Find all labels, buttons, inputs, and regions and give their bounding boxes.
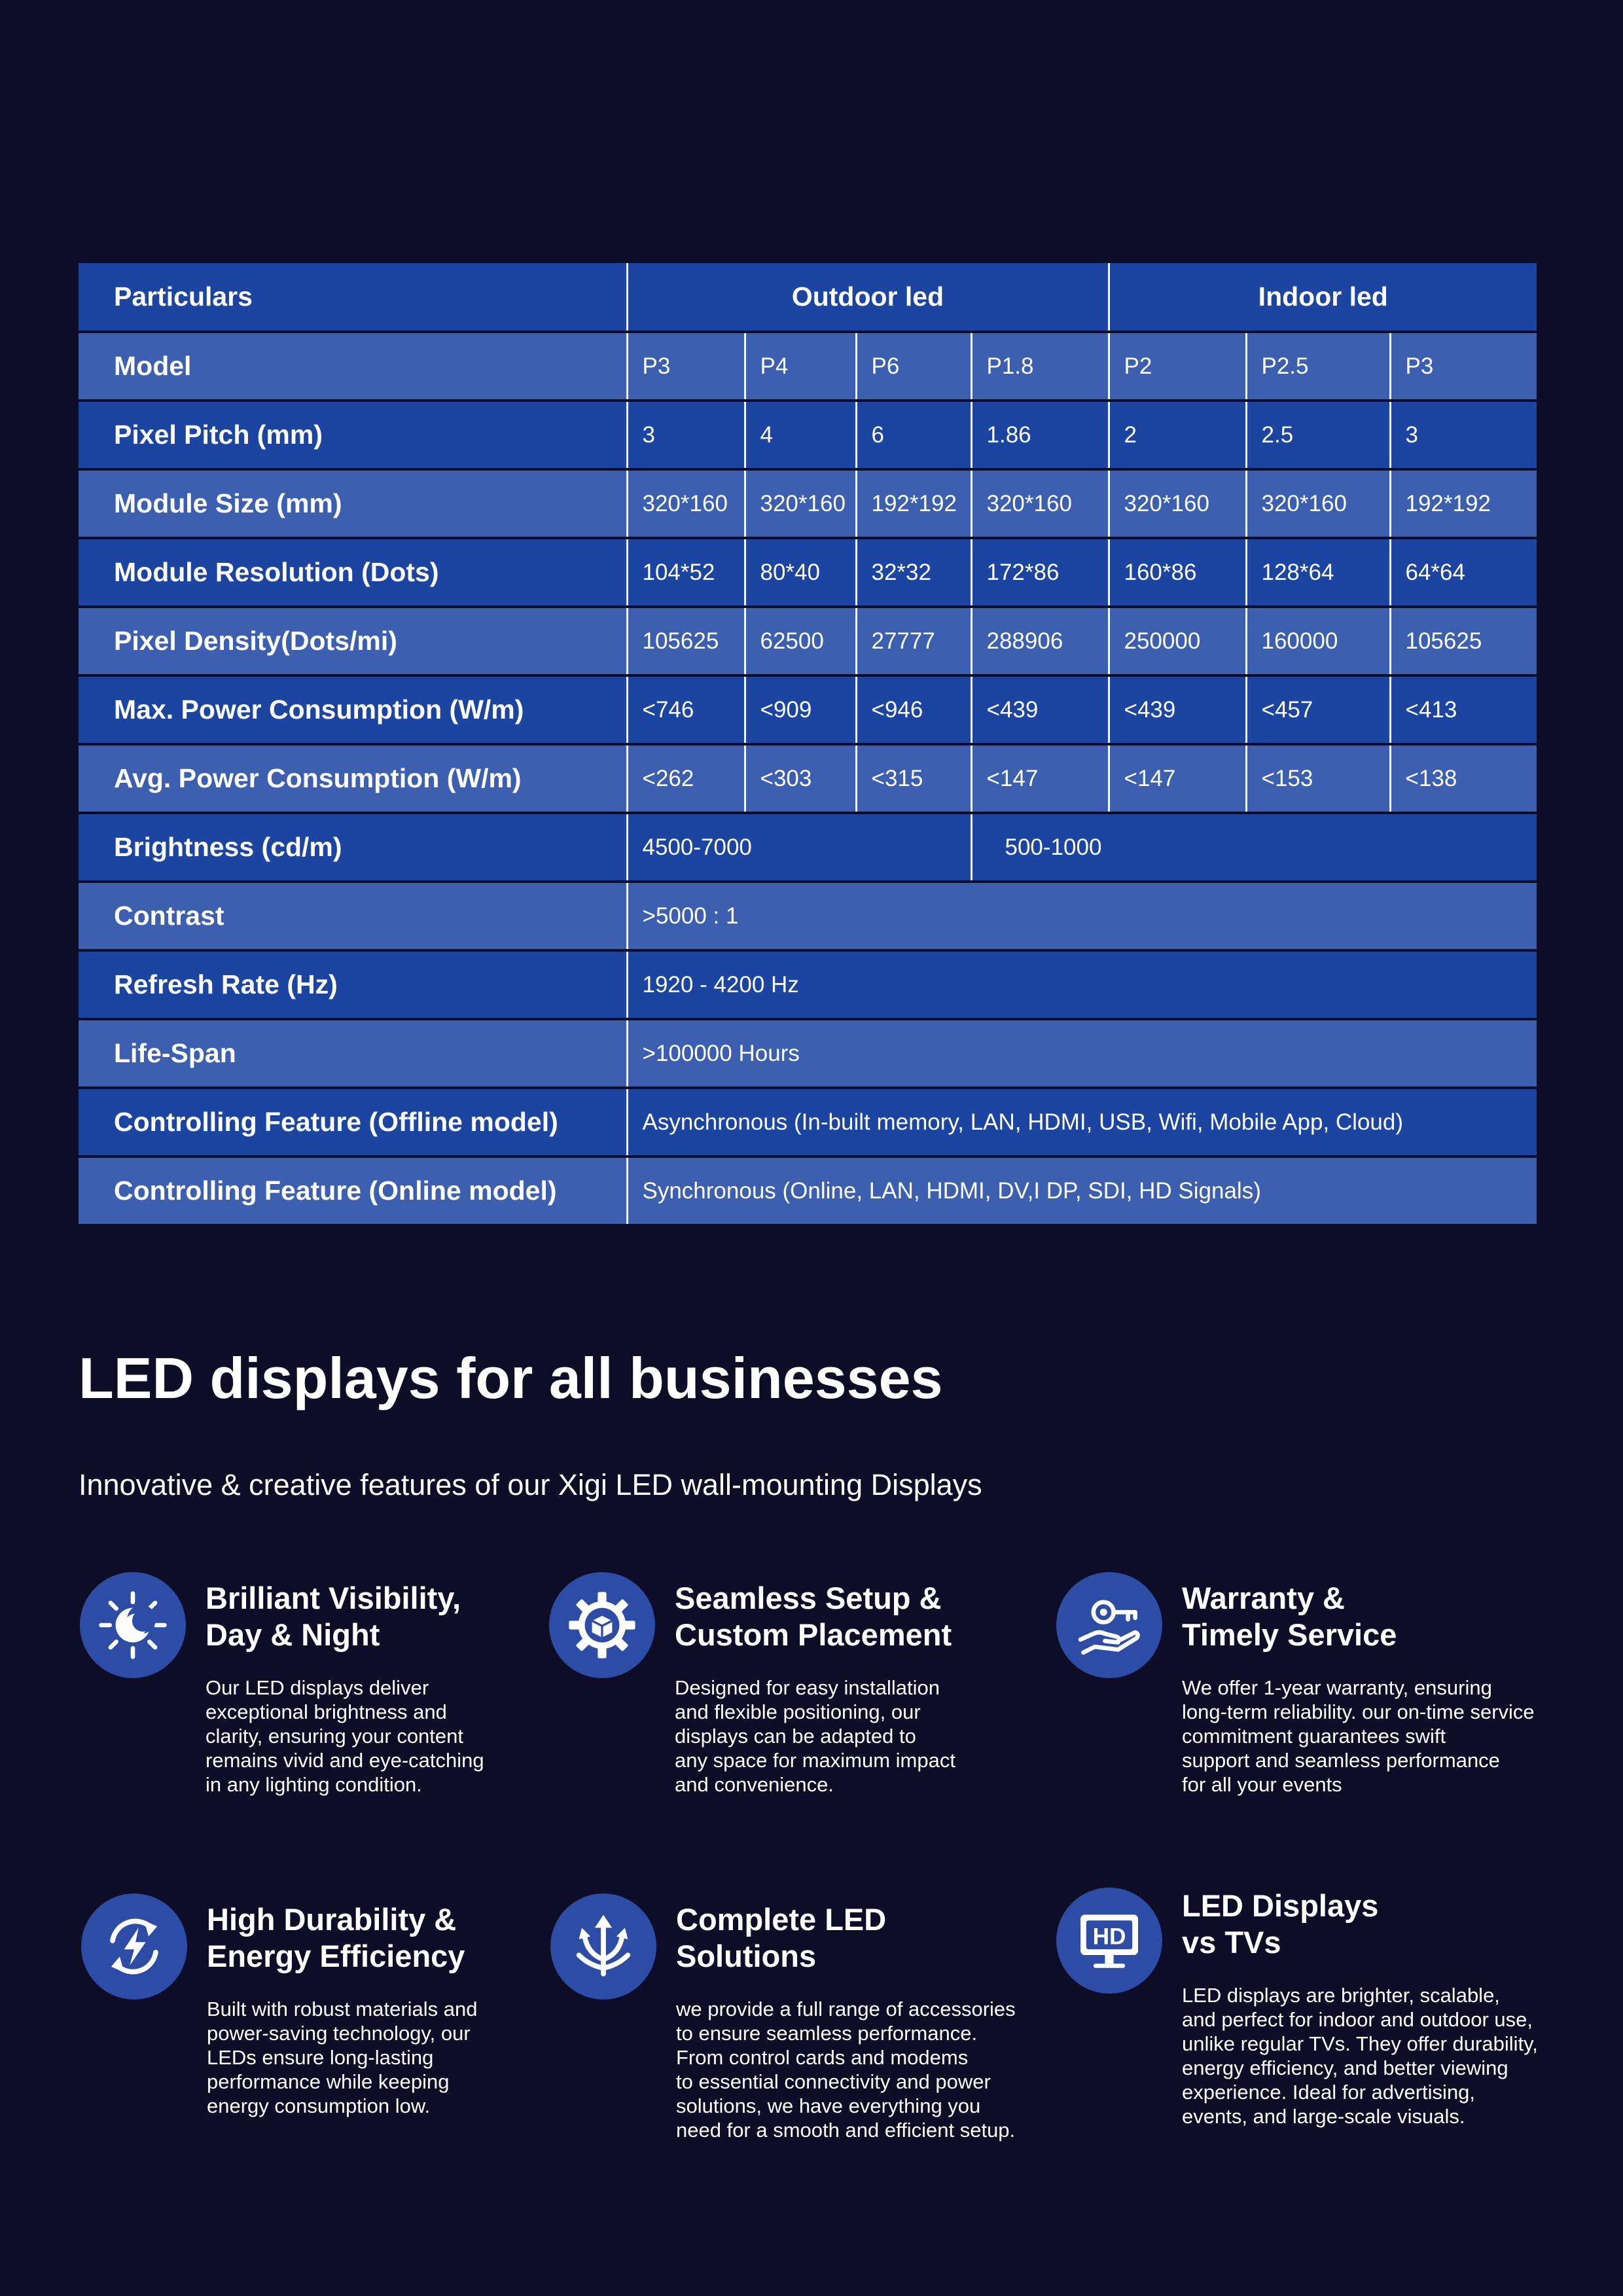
row-online <box>79 1157 1537 1225</box>
cell: <303 <box>745 744 856 813</box>
row-label: Controlling Feature (Online model) <box>79 1157 627 1225</box>
cell: 6 <box>856 401 971 469</box>
feature-desc: Built with robust materials and power-saving technology, our LEDs ensure long-lasting performance while keeping energy consumption low. <box>207 1998 478 2117</box>
cell: 64*64 <box>1390 538 1537 607</box>
feature-title: High Durability & Energy Efficiency <box>207 1902 465 1973</box>
cell: <153 <box>1246 744 1390 813</box>
cell: 320*160 <box>1246 469 1390 538</box>
row-label: Module Size (mm) <box>79 469 627 538</box>
cell: 128*64 <box>1246 538 1390 607</box>
svg-text:HD: HD <box>1092 1924 1126 1950</box>
row-module-size <box>79 469 1537 538</box>
cell: 172*86 <box>971 538 1109 607</box>
cell-life-span: >100000 Hours <box>627 1019 1537 1088</box>
row-label: Brightness (cd/m) <box>79 813 627 882</box>
sun-moon-icon <box>80 1572 186 1678</box>
feature-desc: We offer 1-year warranty, ensuring long-term reliability. our on-time service commitment guarantees swift support and seamless performance for all your events <box>1182 1676 1535 1796</box>
row-pixel-density <box>79 607 1537 675</box>
cell: <439 <box>1109 675 1246 744</box>
row-label: Pixel Pitch (mm) <box>79 401 627 469</box>
cell: <909 <box>745 675 856 744</box>
cell: <262 <box>627 744 745 813</box>
table-header-row <box>79 263 1537 332</box>
row-max-power <box>79 675 1537 744</box>
feature-title: Seamless Setup & Custom Placement <box>675 1581 952 1652</box>
cell: 32*32 <box>856 538 971 607</box>
hand-key-icon <box>1056 1572 1162 1678</box>
row-label: Controlling Feature (Offline model) <box>79 1088 627 1157</box>
row-model <box>79 332 1537 401</box>
cell: 192*192 <box>856 469 971 538</box>
feature-desc: Designed for easy installation and flexible positioning, our displays can be adapted to any space for maximum impact and convenience. <box>675 1676 955 1796</box>
header-outdoor: Outdoor led <box>627 263 1109 332</box>
cell: 4 <box>745 401 856 469</box>
cell: <413 <box>1390 675 1537 744</box>
cell: 2 <box>1109 401 1246 469</box>
header-particulars: Particulars <box>79 263 627 332</box>
row-label: Avg. Power Consumption (W/m) <box>79 744 627 813</box>
cell: 160000 <box>1246 607 1390 675</box>
cell: 62500 <box>745 607 856 675</box>
cell: 288906 <box>971 607 1109 675</box>
cell: 27777 <box>856 607 971 675</box>
feature-desc: LED displays are brighter, scalable, and perfect for indoor and outdoor use, unlike regular TVs. They offer durability, energy efficiency, and better viewing experience. Ideal for advertising, events, and large-scale visuals. <box>1182 1984 1538 2128</box>
cell: P2.5 <box>1246 332 1390 401</box>
row-label: Life-Span <box>79 1019 627 1088</box>
cell: <147 <box>971 744 1109 813</box>
cell: 104*52 <box>627 538 745 607</box>
cell: 105625 <box>627 607 745 675</box>
cell: <439 <box>971 675 1109 744</box>
row-contrast <box>79 882 1537 950</box>
cell: P3 <box>1390 332 1537 401</box>
row-pixel-pitch <box>79 401 1537 469</box>
cell: <946 <box>856 675 971 744</box>
cell: P4 <box>745 332 856 401</box>
cell-offline: Asynchronous (In-built memory, LAN, HDMI, USB, Wifi, Mobile App, Cloud) <box>627 1088 1537 1157</box>
cell: 105625 <box>1390 607 1537 675</box>
cell: P3 <box>627 332 745 401</box>
cell: 320*160 <box>1109 469 1246 538</box>
cell-contrast: >5000 : 1 <box>627 882 1537 950</box>
cell: 1.86 <box>971 401 1109 469</box>
row-label: Module Resolution (Dots) <box>79 538 627 607</box>
cell: <315 <box>856 744 971 813</box>
cell: 2.5 <box>1246 401 1390 469</box>
row-label: Model <box>79 332 627 401</box>
hd-monitor-icon <box>1056 1888 1162 1994</box>
cell: 320*160 <box>971 469 1109 538</box>
cell: 80*40 <box>745 538 856 607</box>
feature-title: Complete LED Solutions <box>676 1902 887 1973</box>
cell: 320*160 <box>745 469 856 538</box>
branching-arrows-icon <box>550 1893 656 2000</box>
subheadline: Innovative & creative features of our Xigi LED wall-mounting Displays <box>79 1468 982 1501</box>
cell: P2 <box>1109 332 1246 401</box>
cell: 192*192 <box>1390 469 1537 538</box>
feature-desc: we provide a full range of accessories to ensure seamless performance. From control cards and modems to essential connectivity and power solutions, we have everything you need for a smooth and efficient setup. <box>676 1998 1016 2142</box>
cell-brightness-outdoor: 4500-7000 <box>627 813 971 882</box>
row-label: Pixel Density(Dots/mi) <box>79 607 627 675</box>
cell: 3 <box>627 401 745 469</box>
cell: <138 <box>1390 744 1537 813</box>
cell: <746 <box>627 675 745 744</box>
feature-desc: Our LED displays deliver exceptional brightness and clarity, ensuring your content remains vivid and eye-catching in any lighting condition. <box>205 1676 484 1796</box>
row-brightness <box>79 813 1537 882</box>
cell-online: Synchronous (Online, LAN, HDMI, DV,I DP, SDI, HD Signals) <box>627 1157 1537 1225</box>
cell: 320*160 <box>627 469 745 538</box>
header-indoor: Indoor led <box>1109 263 1537 332</box>
row-avg-power <box>79 744 1537 813</box>
cell: P6 <box>856 332 971 401</box>
row-label: Max. Power Consumption (W/m) <box>79 675 627 744</box>
spec-table <box>79 263 1537 1227</box>
cell: 250000 <box>1109 607 1246 675</box>
feature-title: Brilliant Visibility, Day & Night <box>205 1581 461 1652</box>
gear-box-icon <box>549 1572 655 1678</box>
lightning-cycle-icon <box>81 1893 187 2000</box>
headline: LED displays for all businesses <box>79 1346 943 1410</box>
feature-title: Warranty & Timely Service <box>1182 1581 1397 1652</box>
feature-title: LED Displays vs TVs <box>1182 1888 1379 1960</box>
cell-refresh-rate: 1920 - 4200 Hz <box>627 950 1537 1019</box>
cell: P1.8 <box>971 332 1109 401</box>
cell: <147 <box>1109 744 1246 813</box>
row-refresh-rate <box>79 950 1537 1019</box>
row-module-resolution <box>79 538 1537 607</box>
cell: 160*86 <box>1109 538 1246 607</box>
cell: <457 <box>1246 675 1390 744</box>
row-offline <box>79 1088 1537 1157</box>
cell: 3 <box>1390 401 1537 469</box>
row-label: Refresh Rate (Hz) <box>79 950 627 1019</box>
row-label: Contrast <box>79 882 627 950</box>
cell-brightness-indoor: 500-1000 <box>971 813 1537 882</box>
row-life-span <box>79 1019 1537 1088</box>
